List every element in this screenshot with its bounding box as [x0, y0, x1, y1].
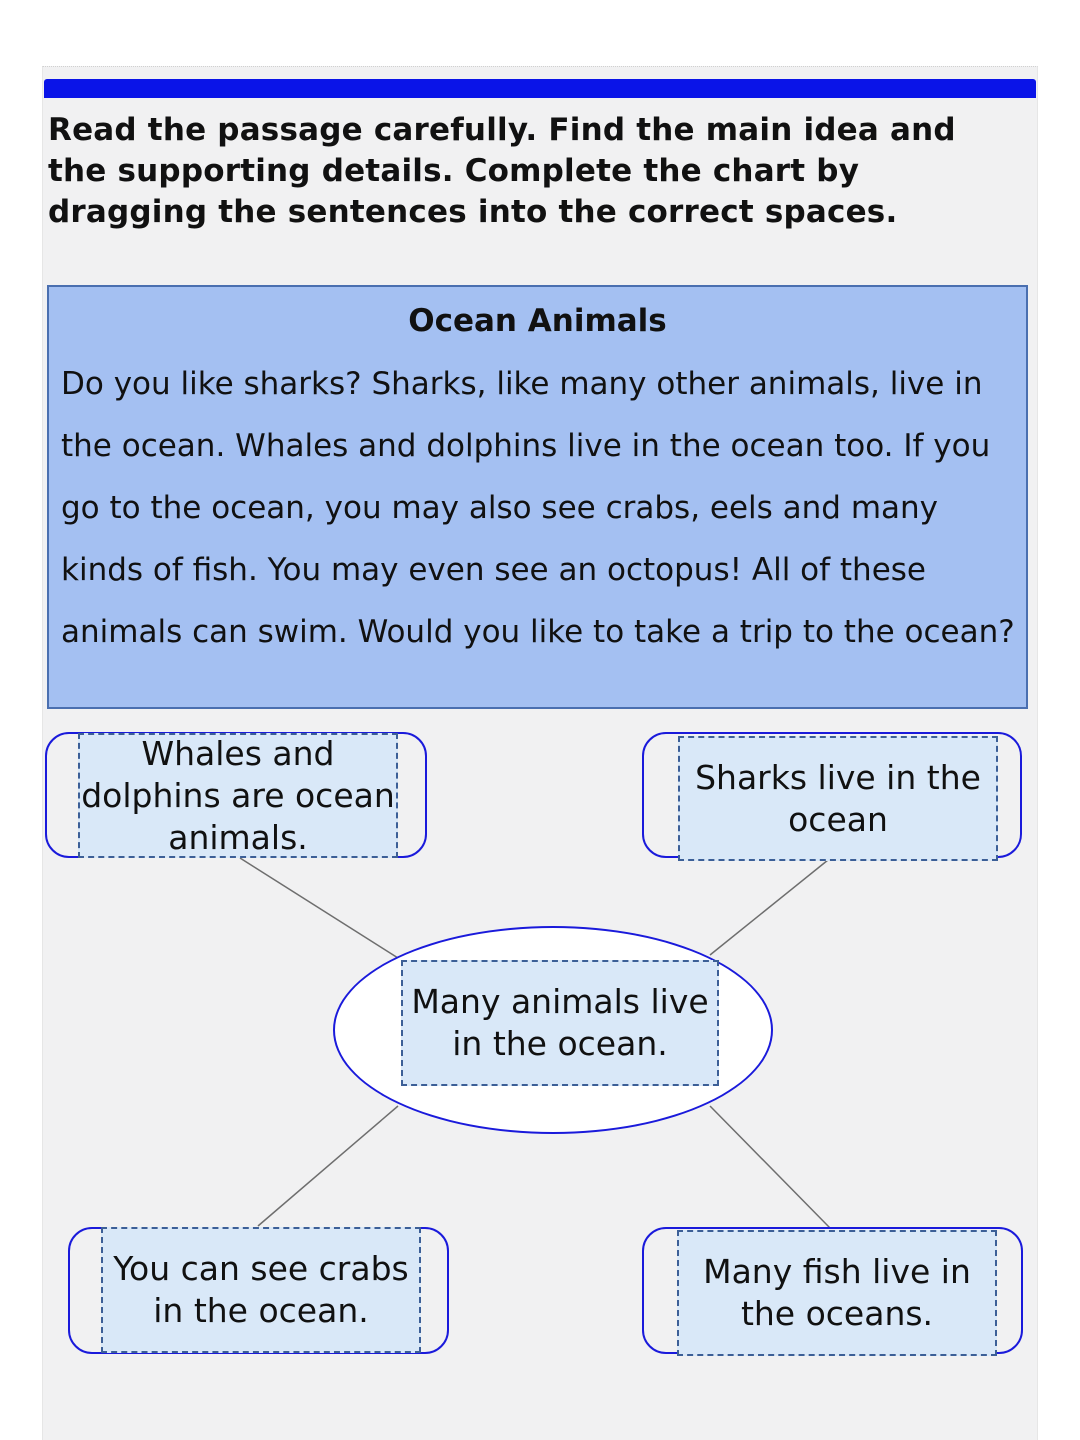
instructions-text: Read the passage carefully. Find the main idea and the supporting details. Complete the chart by dragging the sentences into the correct spaces.	[48, 112, 956, 230]
sentence-card-whales-dolphins[interactable]	[78, 733, 398, 858]
sentence-card-crabs[interactable]	[101, 1227, 421, 1353]
sentence-card-label: Many animals live in the ocean.	[411, 982, 709, 1063]
sentence-card-main-idea[interactable]	[401, 960, 719, 1086]
passage-title: Ocean Animals	[408, 303, 667, 339]
sentence-card-sharks[interactable]	[678, 736, 998, 861]
sentence-card-label: You can see crabs in the ocean.	[113, 1249, 409, 1330]
connector-line-bottom-left	[258, 1106, 398, 1226]
sentence-card-fish[interactable]	[677, 1230, 997, 1356]
sentence-card-label: Many fish live in the oceans.	[703, 1252, 971, 1333]
connector-line-bottom-right	[710, 1106, 830, 1228]
passage-text: Do you like sharks? Sharks, like many other animals, live in the ocean. Whales and dolphins live in the ocean too. If you go to the ocean, you may also see crabs, eels and many kinds of fish. You may even see an octopus! All of these animals can swim. Would you like to take a trip to the ocean?	[61, 366, 1015, 650]
connector-line-top-right	[710, 860, 828, 955]
sentence-card-label: Sharks live in the ocean	[695, 757, 981, 839]
connector-line-top-left	[240, 858, 398, 958]
sentence-card-label: Whales and dolphins are ocean animals.	[81, 733, 395, 857]
